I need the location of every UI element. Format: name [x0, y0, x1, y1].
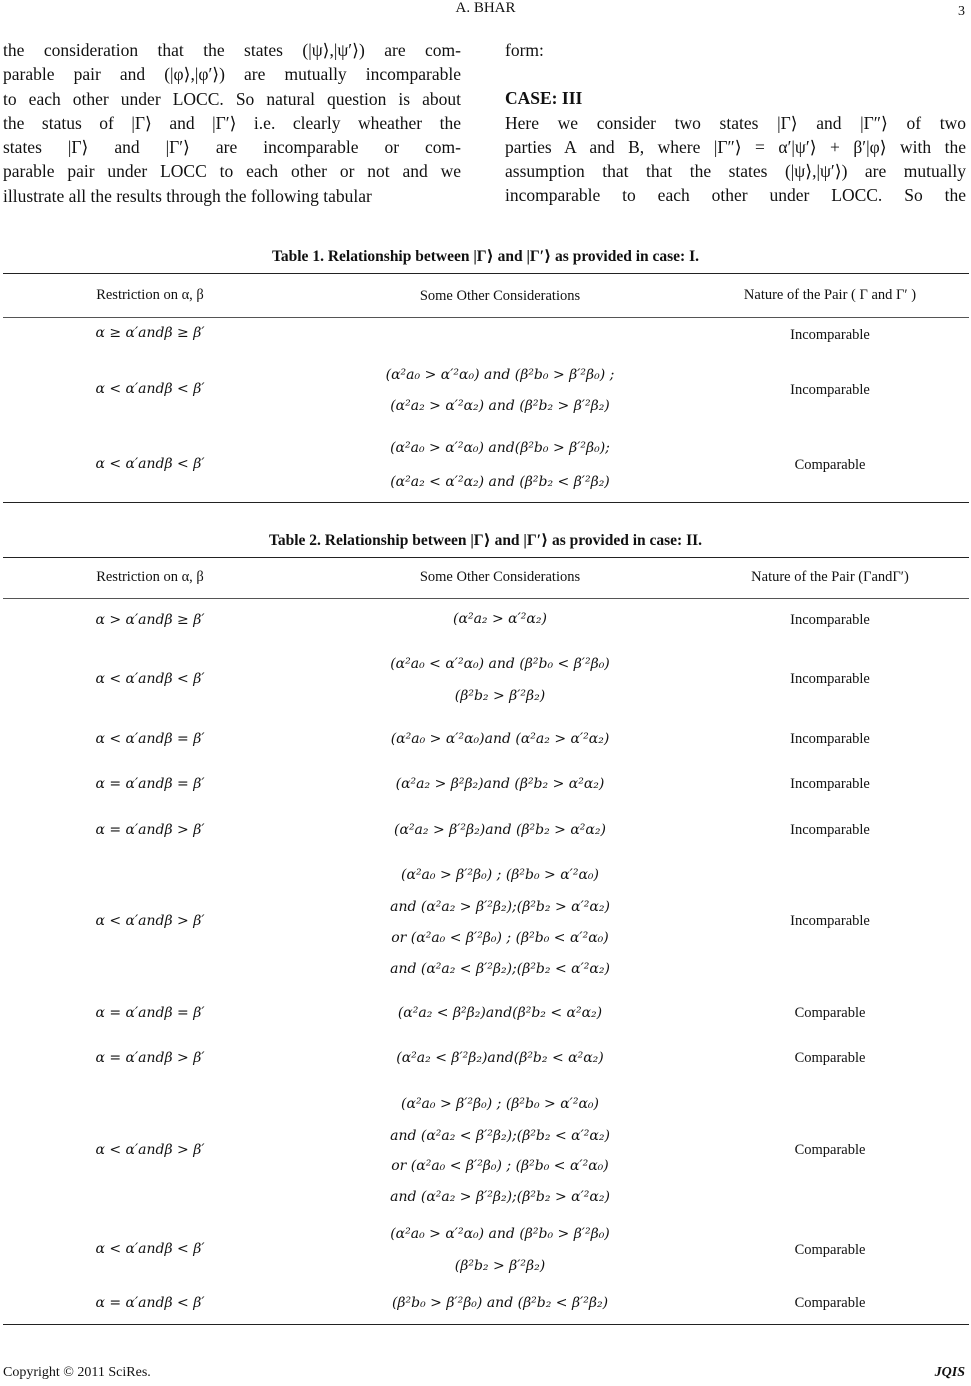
table1-row3-restriction: α < α′andβ < β′ — [95, 456, 205, 472]
table2-row5-consideration-1: (α²a₂ > β′²β₂)and (β²b₂ > α²α₂) — [394, 822, 606, 838]
table1-header-rule — [3, 317, 969, 318]
table2-row7-nature: Comparable — [794, 1005, 866, 1021]
table2-row6-nature: Incomparable — [790, 913, 870, 929]
table2-row9-nature: Comparable — [794, 1142, 866, 1158]
table1-row2-restriction: α < α′andβ < β′ — [95, 381, 205, 397]
table1-row3-consideration-1: (α²a₀ > α′²α₀) and(β²b₀ > β′²β₀); — [390, 440, 610, 456]
table2-row11-restriction: α = α′andβ < β′ — [95, 1295, 205, 1311]
table2-header-considerations: Some Other Considerations — [419, 569, 581, 585]
left-line-1: the consideration that the states (|ψ⟩,|ψ′⟩) are com- — [3, 40, 461, 60]
table2-row5-nature: Incomparable — [790, 822, 870, 838]
left-line-4: the status of |Γ⟩ and |Γ′⟩ i.e. clearly wheather the — [3, 112, 461, 133]
copyright-notice: Copyright © 2011 SciRes. — [3, 1365, 151, 1380]
table2-row5-restriction: α = α′andβ > β′ — [95, 822, 205, 838]
table2-row9-consideration-2: and (α²a₂ < β′²β₂);(β²b₂ < α′²α₂) — [390, 1128, 610, 1144]
table2-row9-consideration-3: or (α²a₀ < β′²β₀) ; (β²b₀ < α′²α₀) — [391, 1158, 609, 1174]
table2-row3-restriction: α < α′andβ = β′ — [95, 731, 205, 747]
table1-header-nature: Nature of the Pair ( Γ and Γ′ ) — [743, 287, 917, 303]
table1-row3-consideration-2: (α²a₂ < α′²α₂) and (β²b₂ < β′²β₂) — [390, 474, 610, 490]
table2-row3-consideration-1: (α²a₀ > α′²α₀)and (α²a₂ > α′²α₂) — [390, 731, 610, 747]
table2-row11-nature: Comparable — [794, 1295, 866, 1311]
table1-header-restriction: Restriction on α, β — [96, 287, 204, 303]
case-iii-heading: CASE: III — [505, 88, 583, 109]
table2-row10-consideration-2: (β²b₂ > β′²β₂) — [454, 1258, 546, 1274]
table1-row1-restriction: α ≥ α′andβ ≥ β′ — [95, 325, 205, 341]
table1-row2-consideration-2: (α²a₂ > α′²α₂) and (β²b₂ > β′²β₂) — [390, 398, 610, 414]
table2-row6-consideration-3: or (α²a₀ < β′²β₀) ; (β²b₀ < α′²α₀) — [391, 930, 609, 946]
table1-top-rule — [3, 273, 969, 274]
table2-row9-consideration-1: (α²a₀ > β′²β₀) ; (β²b₀ > α′²α₀) — [401, 1096, 599, 1112]
table2-row4-nature: Incomparable — [790, 776, 870, 792]
page-number: 3 — [958, 4, 965, 19]
table1-header-considerations: Some Other Considerations — [419, 288, 581, 304]
left-line-2: parable pair and (|φ⟩,|φ′⟩) are mutually incomparable — [3, 64, 461, 85]
table2-row1-nature: Incomparable — [790, 612, 870, 628]
table2-row8-nature: Comparable — [794, 1050, 866, 1066]
right-line-2: parties A and B, where |Γ″⟩ = α′|ψ′⟩ + β′|φ⟩ with the — [505, 136, 966, 157]
table1-row2-nature: Incomparable — [790, 382, 870, 398]
table1-row2-consideration-1: (α²a₀ > α′²α₀) and (β²b₀ > β′²β₀) ; — [385, 367, 615, 383]
table1-row1-nature: Incomparable — [790, 327, 870, 343]
table2-top-rule — [3, 557, 969, 558]
left-line-7: illustrate all the results through the following tabular — [3, 185, 372, 206]
table2-row7-restriction: α = α′andβ = β′ — [95, 1005, 205, 1021]
table2-row9-restriction: α < α′andβ > β′ — [95, 1142, 205, 1158]
table2-row8-restriction: α = α′andβ > β′ — [95, 1050, 205, 1066]
table2-row1-consideration-1: (α²a₂ > α′²α₂) — [453, 611, 547, 627]
table2-header-restriction: Restriction on α, β — [96, 569, 204, 585]
table2-row2-consideration-2: (β²b₂ > β′²β₂) — [454, 688, 546, 704]
right-line-3: assumption that that the states (|ψ⟩,|ψ′⟩) are mutually — [505, 161, 966, 182]
table2-row8-consideration-1: (α²a₂ < β′²β₂)and(β²b₂ < α²α₂) — [396, 1050, 604, 1066]
table2-row6-restriction: α < α′andβ > β′ — [95, 913, 205, 929]
table1-row3-nature: Comparable — [794, 457, 866, 473]
table2-row2-consideration-1: (α²a₀ < α′²α₀) and (β²b₀ < β′²β₀) — [390, 656, 610, 672]
table2-row2-nature: Incomparable — [790, 671, 870, 687]
table2-header-rule — [3, 598, 969, 599]
right-line-4: incomparable to each other under LOCC. So the — [505, 185, 966, 206]
left-line-5: states |Γ⟩ and |Γ′⟩ are incomparable or com- — [3, 137, 461, 158]
table2-row7-consideration-1: (α²a₂ < β²β₂)and(β²b₂ < α²α₂) — [397, 1005, 603, 1021]
table2-bottom-rule — [3, 1324, 969, 1325]
table2-row10-nature: Comparable — [794, 1242, 866, 1258]
right-line-form: form: — [505, 40, 544, 60]
left-line-6: parable pair under LOCC to each other or not and we — [3, 161, 461, 182]
left-column-text — [3, 38, 461, 208]
running-head: A. BHAR — [455, 0, 516, 16]
table2-row10-consideration-1: (α²a₀ > α′²α₀) and (β²b₀ > β′²β₀) — [390, 1226, 610, 1242]
table2-row3-nature: Incomparable — [790, 731, 870, 747]
table2-header-nature: Nature of the Pair (ΓandΓ′) — [751, 569, 909, 585]
right-line-1: Here we consider two states |Γ⟩ and |Γ″⟩ of two — [505, 112, 966, 133]
right-column-text — [505, 38, 966, 208]
table2-row6-consideration-4: and (α²a₂ < β′²β₂);(β²b₂ < α′²α₂) — [390, 961, 610, 977]
journal-name: JQIS — [934, 1365, 965, 1380]
table2-row10-restriction: α < α′andβ < β′ — [95, 1241, 205, 1257]
table2-row4-restriction: α = α′andβ = β′ — [95, 776, 205, 792]
table2-row6-consideration-2: and (α²a₂ > β′²β₂);(β²b₂ > α′²α₂) — [390, 899, 610, 915]
table2-row4-consideration-1: (α²a₂ > β²β₂)and (β²b₂ > α²α₂) — [395, 776, 605, 792]
table2-caption: Table 2. Relationship between |Γ⟩ and |Γ′⟩ as provided in case: II. — [268, 532, 703, 549]
table1-bottom-rule — [3, 502, 969, 503]
table2-row1-restriction: α > α′andβ ≥ β′ — [95, 612, 205, 628]
table1-caption: Table 1. Relationship between |Γ⟩ and |Γ′⟩ as provided in case: I. — [271, 248, 700, 265]
table2-row9-consideration-4: and (α²a₂ > β′²β₂);(β²b₂ > α′²α₂) — [390, 1189, 610, 1205]
left-line-3: to each other under LOCC. So natural question is about — [3, 88, 461, 109]
table2-row11-consideration-1: (β²b₀ > β′²β₀) and (β²b₂ < β′²β₂) — [391, 1295, 609, 1311]
table2-row6-consideration-1: (α²a₀ > β′²β₀) ; (β²b₀ > α′²α₀) — [401, 867, 599, 883]
table2-row2-restriction: α < α′andβ < β′ — [95, 671, 205, 687]
